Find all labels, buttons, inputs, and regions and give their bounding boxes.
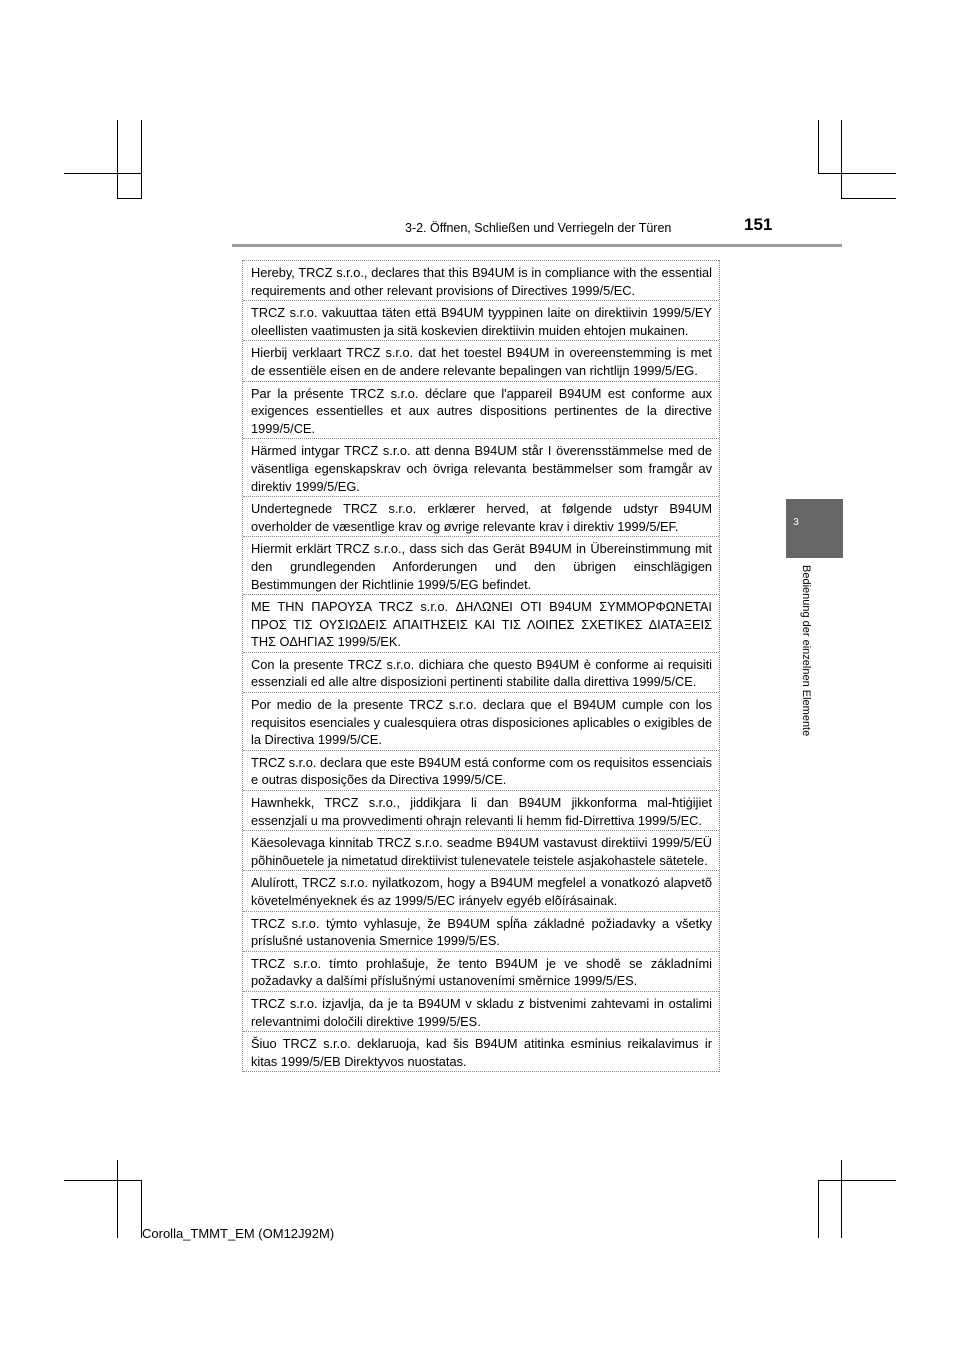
crop-mark [841,120,842,198]
crop-mark [141,120,142,198]
crop-mark [818,1180,896,1181]
declaration-row: Härmed intygar TRCZ s.r.o. att denna B94UM står I överensstämmelse med de väsentliga egenskapskrav och övriga relevanta bestämmelser som framgår av direktiv 1999/5/EG. [243,438,719,496]
declaration-row: Hereby, TRCZ s.r.o., declares that this B94UM is in compliance with the essential requirements and other relevant provisions of Directives 1999/5/EC. [243,260,719,300]
crop-mark [117,198,142,199]
crop-mark [818,1180,819,1238]
crop-mark [818,173,896,174]
crop-mark [117,120,118,198]
declaration-row: TRCZ s.r.o. vakuuttaa täten että B94UM tyyppinen laite on direktiivin 1999/5/EY oleellisten vaatimusten ja sitä koskevien direktiivin muiden ehtojen mukainen. [243,300,719,340]
declaration-row: Hiermit erklärt TRCZ s.r.o., dass sich das Gerät B94UM in Übereinstimmung mit den grundlegenden Anforderungen und den übrigen einschlägigen Bestimmungen der Richtlinie 1999/5/EG befindet. [243,536,719,594]
declaration-row: Por medio de la presente TRCZ s.r.o. declara que el B94UM cumple con los requisitos esenciales y cualesquiera otras disposiciones aplicables o exigibles de la Directiva 1999/5/CE. [243,692,719,750]
chapter-label: Bedienung der einzelnen Elemente [800,565,812,737]
declaration-row: Con la presente TRCZ s.r.o. dichiara che questo B94UM è conforme ai requisiti essenziali ed alle altre disposizioni pertinenti stabilite dalla direttiva 1999/5/CE. [243,652,719,692]
crop-mark [64,173,142,174]
crop-mark [841,198,896,199]
header-rule [232,244,842,247]
crop-mark [64,1180,142,1181]
declaration-row: TRCZ s.r.o. tímto prohlašuje, že tento B94UM je ve shodě se základními požadavky a dalšími příslušnými ustanoveními směrnice 1999/5/ES. [243,951,719,991]
declaration-row: Käesolevaga kinnitab TRCZ s.r.o. seadme B94UM vastavust direktiivi 1999/5/EÜ põhinõuetele ja nimetatud direktiivist tulenevatele teistele asjakohastele sätetele. [243,830,719,870]
declaration-row: TRCZ s.r.o. izjavlja, da je ta B94UM v skladu z bistvenimi zahtevami in ostalimi relevantnimi določili direktive 1999/5/ES. [243,991,719,1031]
section-title: 3-2. Öffnen, Schließen und Verriegeln der Türen [405,221,672,235]
declaration-row: Undertegnede TRCZ s.r.o. erklærer herved, at følgende udstyr B94UM overholder de væsentlige krav og øvrige relevante krav i direktiv 1999/5/EF. [243,496,719,536]
crop-mark [818,120,819,174]
chapter-tab [786,499,843,558]
declaration-row: TRCZ s.r.o. týmto vyhlasuje, že B94UM spĺňa základné požiadavky a všetky príslušné ustanovenia Smernice 1999/5/ES. [243,911,719,951]
declaration-row: Šiuo TRCZ s.r.o. deklaruoja, kad šis B94UM atitinka esminius reikalavimus ir kitas 1999/5/EB Direktyvos nuostatas. [243,1031,719,1072]
declaration-row: Hierbij verklaart TRCZ s.r.o. dat het toestel B94UM in overeenstemming is met de essentiële eisen en de andere relevante bepalingen van richtlijn 1999/5/EG. [243,340,719,380]
declarations-table [242,260,720,1072]
crop-mark [117,1160,118,1238]
footer-doc-id: Corolla_TMMT_EM (OM12J92M) [142,1226,335,1241]
declaration-row: ΜΕ ΤΗΝ ΠΑΡΟΥΣΑ TRCZ s.r.o. ΔΗΛΩΝΕΙ ΟΤΙ B94UM ΣΥΜΜΟΡΦΩΝΕΤΑΙ ΠΡΟΣ ΤΙΣ ΟΥΣΙΩΔΕΙΣ ΑΠΑΙΤΗΣΕΙΣ ΚΑΙ ΤΙΣ ΛΟΙΠΕΣ ΣΧΕΤΙΚΕΣ ΔΙΑΤΑΞΕΙΣ ΤΗΣ ΟΔΗΓΙΑΣ 1999/5/ΕΚ. [243,594,719,652]
declaration-row: TRCZ s.r.o. declara que este B94UM está conforme com os requisitos essenciais e outras disposições da Directiva 1999/5/CE. [243,750,719,790]
chapter-label-container [800,565,814,765]
declaration-row: Par la présente TRCZ s.r.o. déclare que l'appareil B94UM est conforme aux exigences essentielles et aux autres dispositions pertinentes de la directive 1999/5/CE. [243,381,719,439]
chapter-number: 3 [793,517,799,528]
declaration-row: Alulírott, TRCZ s.r.o. nyilatkozom, hogy a B94UM megfelel a vonatkozó alapvetõ követelményeknek és az 1999/5/EC irányelv egyéb elõírásainak. [243,870,719,910]
page-number: 151 [744,215,773,234]
crop-mark [841,1160,842,1238]
declaration-row: Hawnhekk, TRCZ s.r.o., jiddikjara li dan B94UM jikkonforma mal-ħtiġijiet essenzjali u ma provvedimenti oħrajn relevanti li hemm fid-Dirrettiva 1999/5/EC. [243,790,719,830]
